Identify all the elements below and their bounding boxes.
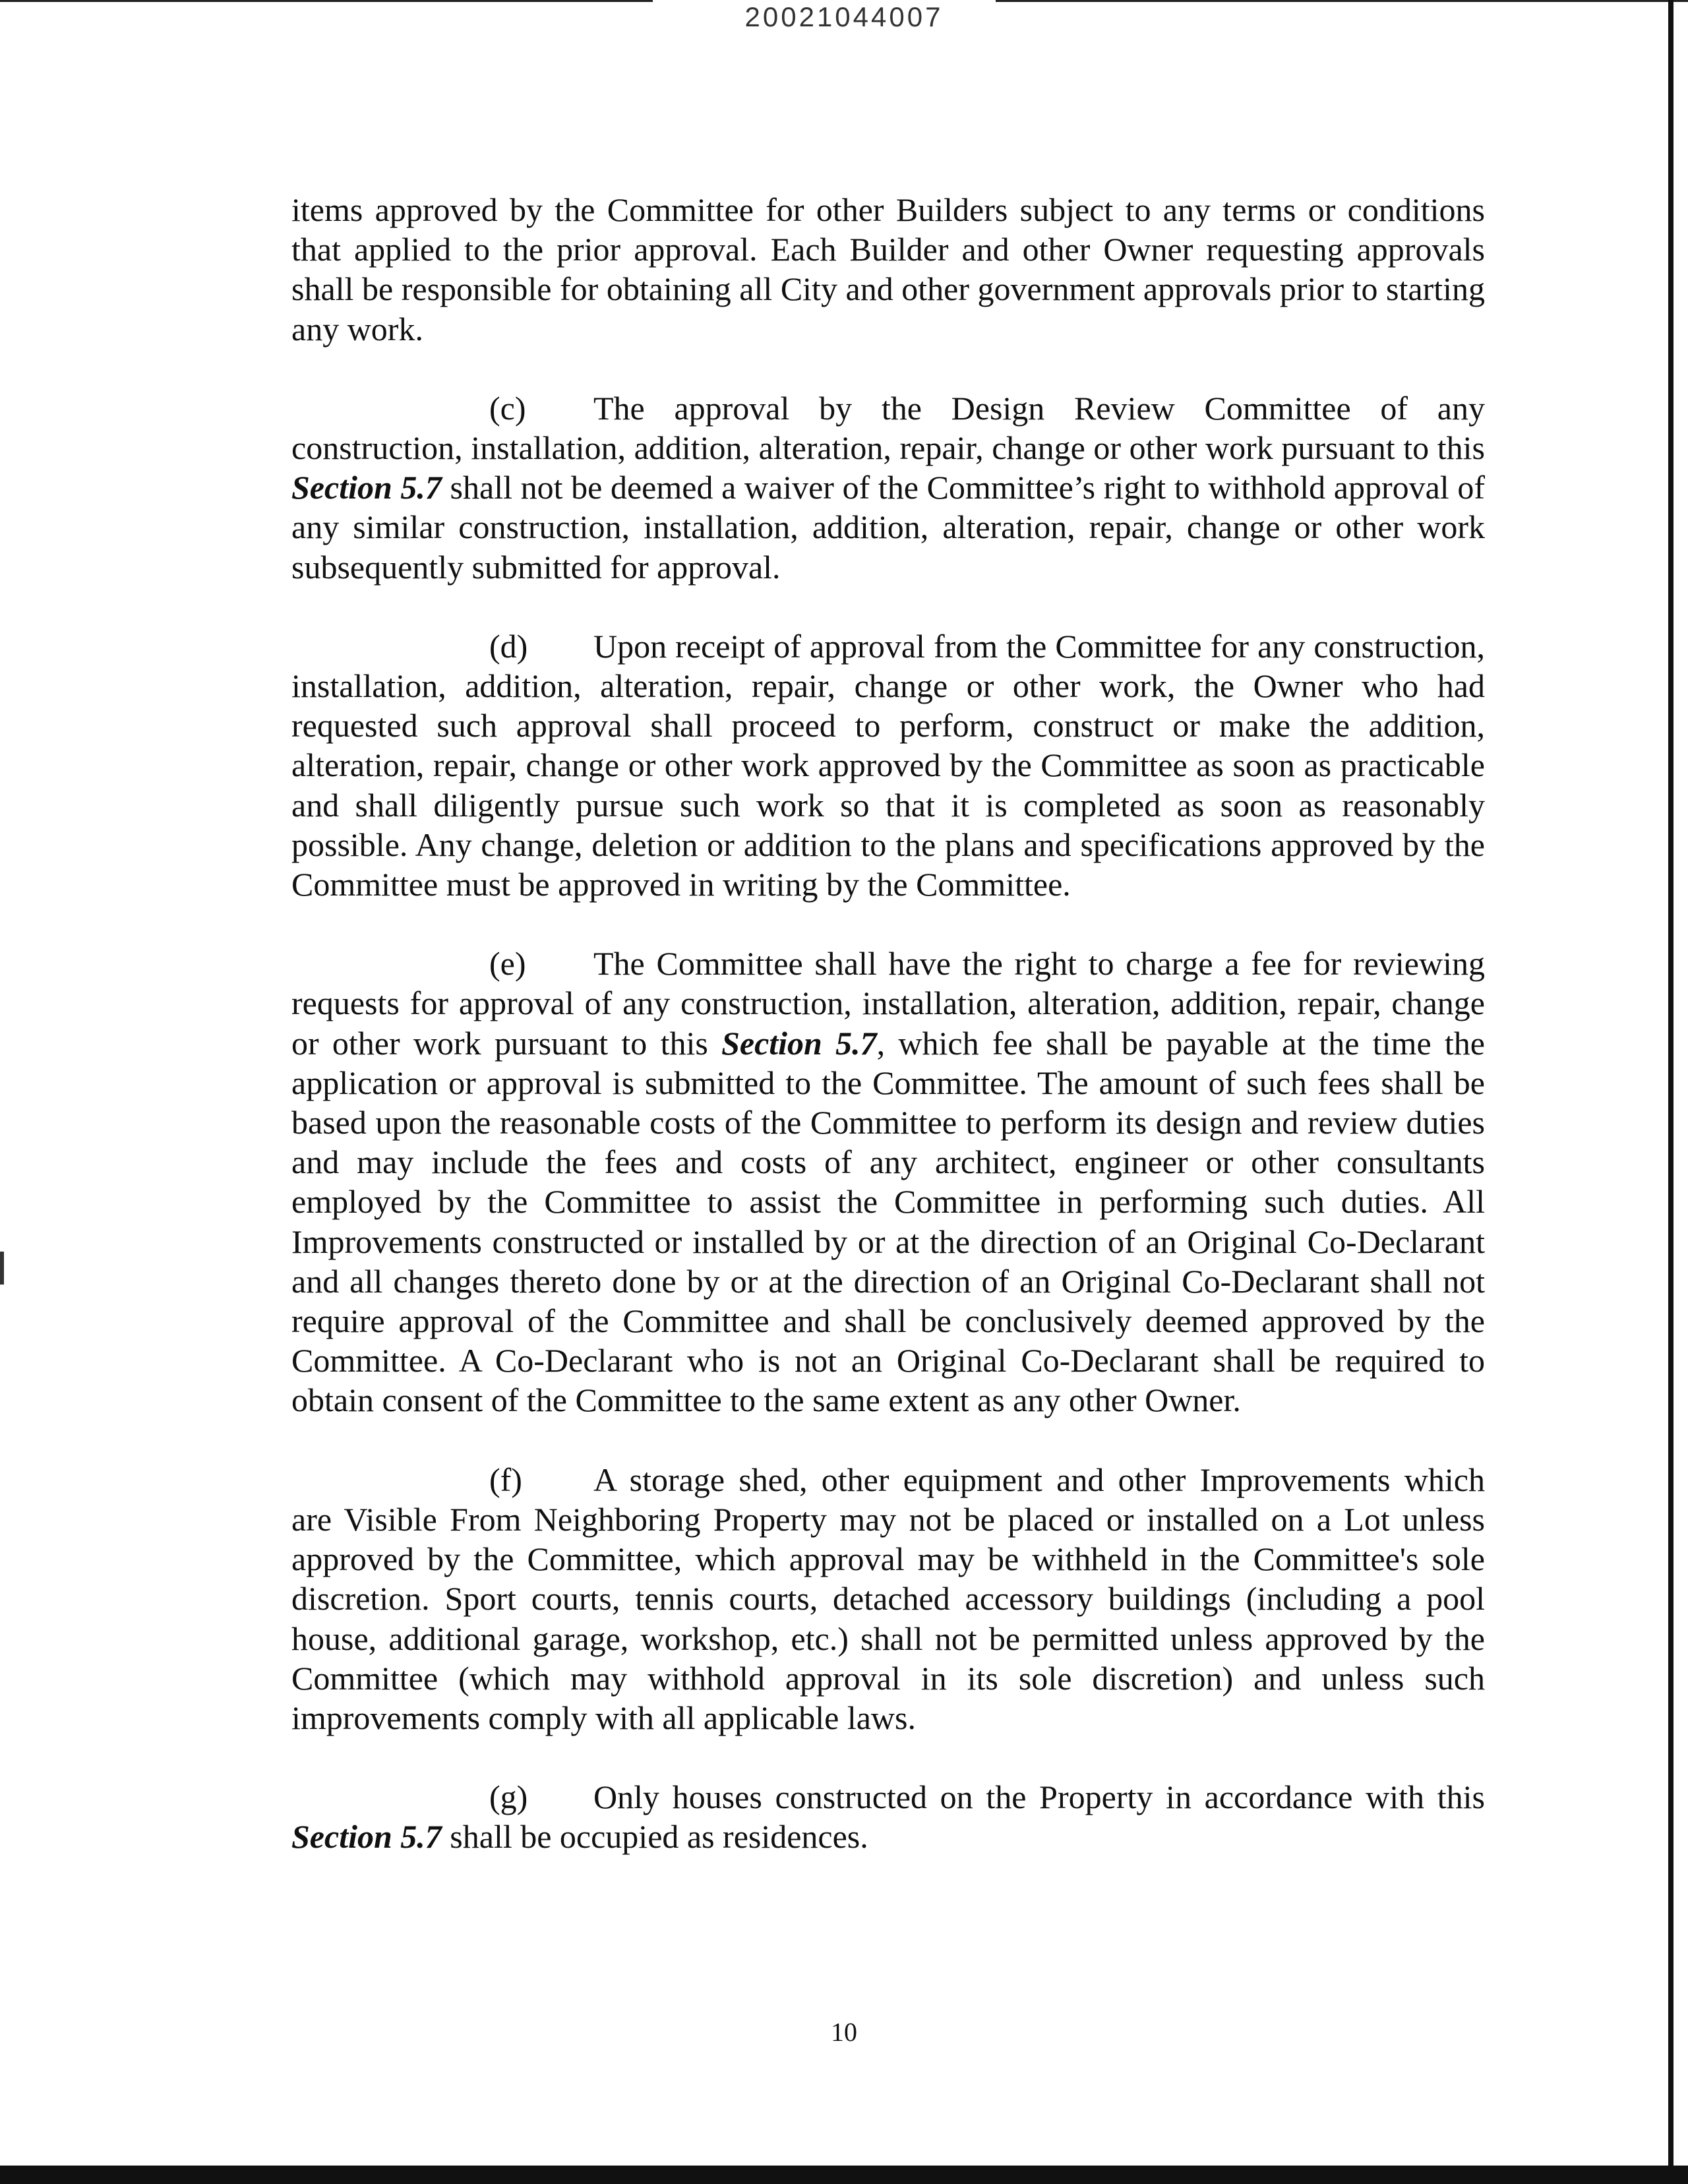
- paragraph-g: [291, 1777, 1485, 1856]
- paragraph-text: items approved by the Committee for other Builders subject to any terms or conditions that applied to the prior approval. Each Builder and other Owner requesting approvals shall be responsible for obtaining all City and other government approvals prior to starting any work.: [291, 191, 1485, 348]
- paragraph-label: (e): [489, 945, 526, 983]
- scan-mark-left: [0, 1252, 4, 1285]
- paragraph-label: (g): [489, 1778, 528, 1816]
- paragraph-label: (d): [489, 627, 528, 665]
- paragraph-text: shall be occupied as residences.: [441, 1818, 868, 1856]
- document-body: [291, 190, 1485, 1896]
- paragraph-text: , which fee shall be payable at the time the application or approval is submitted to the Committee. The amount of such fees shall be based upon the reasonable costs of the Committee to perform its design and review duties and may include the fees and costs of any architect, engineer or other consultants employed by the Committee to assist the Committee in performing such duties. All Improvements constructed or installed by or at the direction of an Original Co-Declarant and all changes thereto done by or at the direction of an Original Co-Declarant shall not require approval of the Committee and shall be conclusively deemed approved by the Committee. A Co-Declarant who is not an Original Co-Declarant shall be required to obtain consent of the Committee to the same extent as any other Owner.: [291, 1024, 1485, 1419]
- paragraph-text: The Committee shall have the right to charge a fee for reviewing requests for approval of any construction, installation, alteration, addition, repair, change or other work pursuant to this: [291, 945, 1485, 1062]
- paragraph-e: [291, 944, 1485, 1420]
- paragraph-text: Only houses constructed on the Property in accordance with this: [593, 1778, 1485, 1816]
- section-reference: Section 5.7: [291, 469, 442, 506]
- paragraph-text: shall not be deemed a waiver of the Committee’s right to withhold approval of any similar construction, installation, addition, alteration, repair, change or other work subsequently submitted for approval.: [291, 469, 1485, 586]
- section-reference: Section 5.7: [721, 1024, 877, 1062]
- paragraph-label: (c): [489, 389, 526, 427]
- paragraph-continued: [291, 190, 1485, 349]
- paragraph-label: (f): [489, 1461, 522, 1498]
- page-number: 10: [831, 2017, 857, 2047]
- section-reference: Section 5.7: [291, 1818, 442, 1856]
- paragraph-f: [291, 1460, 1485, 1738]
- paragraph-c: [291, 388, 1485, 587]
- scan-border-right: [1668, 0, 1673, 2184]
- paragraph-text: Upon receipt of approval from the Committee for any construction, installation, addition, alteration, repair, change or other work, the Owner who had requested such approval shall proceed to perform, construct or make the addition, alteration, repair, change or other work approved by the Committee as soon as practicable and shall diligently pursue such work so that it is completed as soon as reasonably possible. Any change, deletion or addition to the plans and specifications approved by the Committee must be approved in writing by the Committee.: [291, 627, 1485, 903]
- paragraph-text: The approval by the Design Review Committee of any construction, installation, addition, alteration, repair, change or other work pursuant to this: [291, 389, 1485, 467]
- paragraph-d: [291, 626, 1485, 904]
- paragraph-text: A storage shed, other equipment and other Improvements which are Visible From Neighboring Property may not be placed or installed on a Lot unless approved by the Committee, which approval may be withheld in the Committee's sole discretion. Sport courts, tennis courts, detached accessory buildings (including a pool house, additional garage, workshop, etc.) shall not be permitted unless approved by the Committee (which may withhold approval in its sole discretion) and unless such improvements comply with all applicable laws.: [291, 1461, 1485, 1736]
- scan-border-bottom: [0, 2166, 1688, 2184]
- document-number: 20021044007: [744, 1, 944, 32]
